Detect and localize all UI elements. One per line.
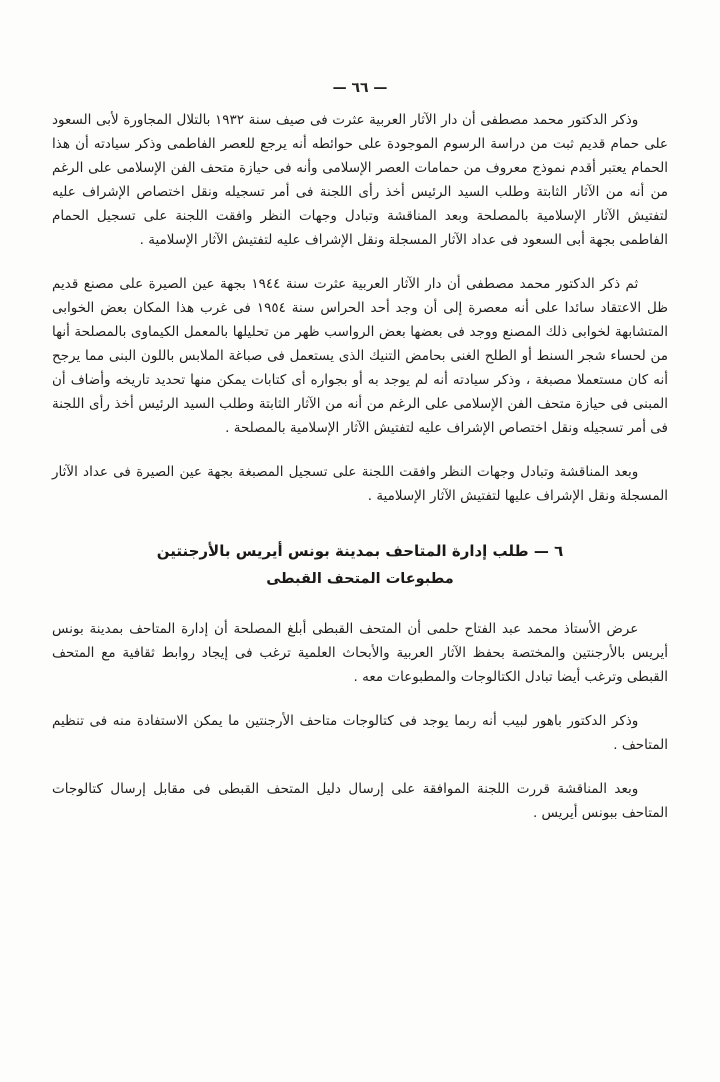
document-body [52,108,668,825]
paragraph-committee-decision-dyehouse: وبعد المناقشة وتبادل وجهات النظر وافقت اللجنة على تسجيل المصبغة بجهة عين الصيرة فى عداد الآثار المسجلة ونقل الإشراف عليها لتفتيش الآثار الإسلامية . [52,464,668,505]
paragraph-fatimid-bath: وذكر الدكتور محمد مصطفى أن دار الآثار العربية عثرت فى صيف سنة ١٩٣٢ بالتلال المجاورة لأبى السعود على حمام قديم ثبت من دراسة الرسوم الموجودة على حوائطه أنه يرجع للعصر الفاطمى وذكر سيادته أن هذا الحمام يعتبر أقدم نموذج معروف من حمامات العصر الإسلامى وأنه فى حيازة متحف الفن الإسلامى على الرغم من أنه من الآثار الثابتة وطلب السيد الرئيس أخذ رأى اللجنة فى أمر تسجيله ونقل اختصاص الإشراف عليه لتفتيش الآثار الإسلامية بالمصلحة وبعد المناقشة وتبادل وجهات النظر وافقت اللجنة على تسجيل الحمام الفاطمى بجهة أبى السعود فى عداد الآثار المسجلة ونقل الإشراف عليه لتفتيش الآثار الإسلامية . [52,112,668,249]
section-heading-buenos-aires-request: ٦ — طلب إدارة المتاحف بمدينة بونس أيريس بالأرجنتين [156,542,564,561]
page-number: — ٦٦ — [332,80,388,96]
paragraph-coptic-museum-request: عرض الأستاذ محمد عبد الفتاح حلمى أن المتحف القبطى أبلغ المصلحة أن إدارة المتاحف بمدينة بونس أيريس بالأرجنتين والمختصة بحفظ الآثار العربية والأبحاث العلمية ترغب فى إيجاد روابط ثقافية مع المتحف القبطى وترغب أيضا تبادل الكتالوجات والمطبوعات معه . [52,620,668,685]
paragraph-ain-sira-factory: ثم ذكر الدكتور محمد مصطفى أن دار الآثار العربية عثرت سنة ١٩٤٤ بجهة عين الصيرة على مصنع قديم ظل الاعتقاد سائدا على أنه معصرة إلى أن وجد أحد الحراس سنة ١٩٥٤ فى غرب هذا المكان بعض الخوابى المتشابهة لخوابى ذلك المصنع ووجد فى بعضها بعض الرواسب ظهر من تحليلها بالمعمل الكيماوى بالمصلحة أنها من لحساء شجر السنط أو الطلح الغنى بحامض التنيك الذى يستعمل فى صباغة الملابس باللون البنى مما يرجح أنه كان مستعملا مصبغة ، وذكر سيادته أنه لم يوجد به أو بجواره أى كتابات يمكن منها تحديد تاريخه وأضاف أن المبنى فى حيازة متحف الفن الإسلامى على الرغم من أنه من الآثار الثابتة وطلب السيد الرئيس أخذ رأى اللجنة فى أمر تسجيله ونقل اختصاص الإشراف عليه لتفتيش الآثار الإسلامية بالمصلحة . [52,276,668,437]
paragraph-committee-decision-catalogues: وبعد المناقشة قررت اللجنة الموافقة على إرسال دليل المتحف القبطى فى مقابل إرسال كتالوجات المتاحف ببونس أيريس . [52,780,668,821]
section-subheading-coptic-museum-publications: مطبوعات المتحف القبطى [266,570,454,587]
paragraph-pahor-labib-remark: وذكر الدكتور باهور لبيب أنه ربما يوجد فى كتالوجات متاحف الأرجنتين ما يمكن الاستفادة منه فى تنظيم المتاحف . [52,712,668,753]
